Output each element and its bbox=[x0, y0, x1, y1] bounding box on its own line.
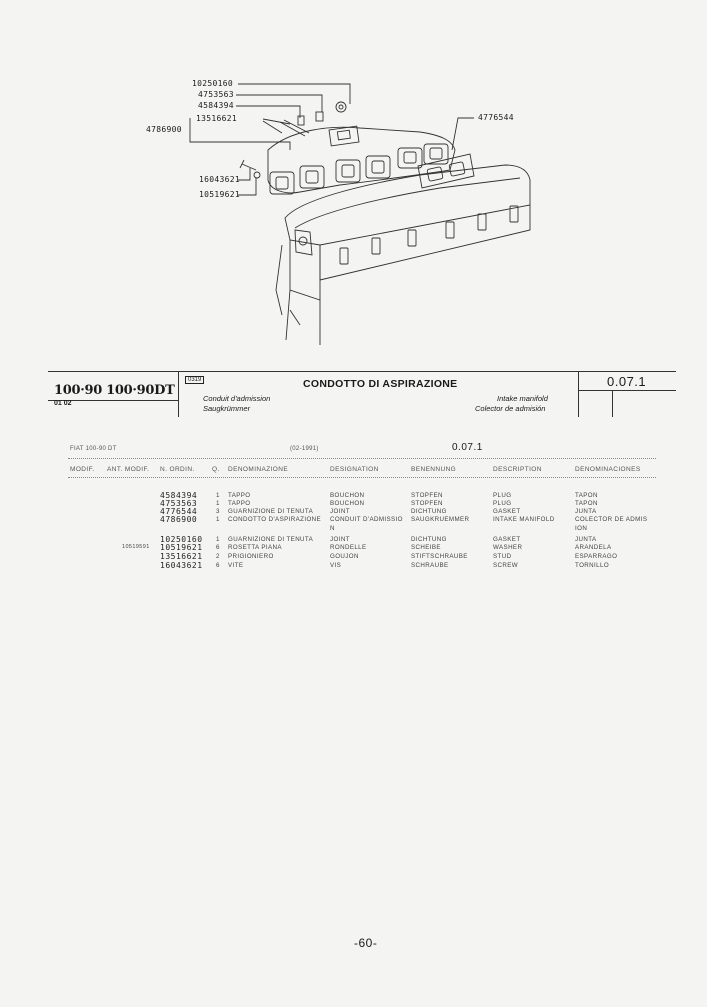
cell-designation: JOINT bbox=[330, 508, 350, 515]
head-bolts bbox=[340, 206, 518, 264]
table-rule-head bbox=[68, 477, 656, 478]
model-ref: FIAT 100-90 DT bbox=[70, 446, 117, 452]
cell-qty: 1 bbox=[216, 500, 220, 507]
engine-block bbox=[276, 245, 320, 345]
cell-denominazione: CONDOTTO D'ASPIRAZIONE bbox=[228, 516, 322, 523]
cell-qty: 6 bbox=[216, 544, 220, 551]
title-en: Intake manifold bbox=[497, 394, 548, 403]
cell-designation: GOUJON bbox=[330, 553, 359, 560]
cell-benennung: DICHTUNG bbox=[411, 536, 447, 543]
table-code: 0.07.1 bbox=[452, 442, 483, 453]
cell-description: GASKET bbox=[493, 536, 521, 543]
header-rule-code bbox=[578, 390, 676, 391]
cell-part-number: 4753563 bbox=[160, 499, 198, 508]
plug-4753563 bbox=[316, 112, 323, 121]
cell-designation: BOUCHON bbox=[330, 500, 365, 507]
model-sub: 01 02 bbox=[54, 400, 72, 407]
cell-description: PLUG bbox=[493, 492, 512, 499]
cell-denominazione: PRIGIONIERO bbox=[228, 553, 274, 560]
header-divider-code bbox=[612, 390, 613, 417]
cell-designation: VIS bbox=[330, 562, 342, 569]
cell-designation: RONDELLE bbox=[330, 544, 367, 551]
cell-benennung: DICHTUNG bbox=[411, 508, 447, 515]
cell-qty: 6 bbox=[216, 562, 220, 569]
cell-denominaciones: COLECTOR DE ADMIS bbox=[575, 516, 648, 523]
cell-description: INTAKE MANIFOLD bbox=[493, 516, 555, 523]
callout-4753563: 4753563 bbox=[198, 90, 234, 99]
cell-denominazione: ROSETTA PIANA bbox=[228, 544, 282, 551]
cell-benennung: STOPFEN bbox=[411, 500, 443, 507]
page-title: CONDOTTO DI ASPIRAZIONE bbox=[303, 378, 458, 390]
page-code: 0.07.1 bbox=[607, 374, 647, 389]
cell-denominaciones: TORNILLO bbox=[575, 562, 610, 569]
cell-description: PLUG bbox=[493, 500, 512, 507]
col-modif: MODIF. bbox=[70, 466, 95, 473]
leader-4753563 bbox=[236, 95, 322, 112]
stud-13516621 bbox=[280, 120, 309, 136]
cell-part-number: 13516621 bbox=[160, 552, 203, 561]
callout-10250160: 10250160 bbox=[192, 79, 233, 88]
cell-benennung: SCHRAUBE bbox=[411, 562, 449, 569]
cell-description: STUD bbox=[493, 553, 512, 560]
cell-ant-modif: 10519591 bbox=[122, 544, 150, 550]
col-benennung: BENENNUNG bbox=[411, 466, 457, 473]
intake-manifold-diagram bbox=[0, 0, 707, 360]
cell-qty: 2 bbox=[216, 553, 220, 560]
cell-benennung: SAUGKRUEMMER bbox=[411, 516, 470, 523]
cell-denominazione: TAPPO bbox=[228, 500, 251, 507]
cell-denominaciones: ESPARRAGO bbox=[575, 553, 618, 560]
header-rule-top bbox=[48, 371, 676, 372]
header-divider-left bbox=[178, 371, 179, 417]
callout-10519621: 10519621 bbox=[199, 190, 240, 199]
title-es: Colector de admisión bbox=[475, 404, 546, 413]
cylinder-head bbox=[285, 165, 530, 245]
cell-qty: 1 bbox=[216, 492, 220, 499]
cell-denominazione: GUARNIZIONE DI TENUTA bbox=[228, 536, 314, 543]
cell-part-number: 4584394 bbox=[160, 491, 198, 500]
cell-denominazione: TAPPO bbox=[228, 492, 251, 499]
washer-10519621 bbox=[254, 172, 260, 178]
leader-4776544 bbox=[452, 118, 474, 150]
plug-10250160 bbox=[336, 102, 346, 112]
cell-denominaciones: JUNTA bbox=[575, 536, 597, 543]
cell-benennung: STOPFEN bbox=[411, 492, 443, 499]
cell-qty: 1 bbox=[216, 516, 220, 523]
leader-4584394 bbox=[236, 106, 300, 118]
cell-part-number: 16043621 bbox=[160, 561, 203, 570]
cell-qty: 3 bbox=[216, 508, 220, 515]
cell-benennung: SCHEIBE bbox=[411, 544, 441, 551]
cell-description: GASKET bbox=[493, 508, 521, 515]
table-rule-top bbox=[68, 458, 656, 459]
section-box-code: 0319 bbox=[185, 376, 204, 384]
cell-denominaciones: TAPON bbox=[575, 492, 598, 499]
col-denominazione: DENOMINAZIONE bbox=[228, 466, 289, 473]
cell-denominaciones: TAPON bbox=[575, 500, 598, 507]
callout-4786900: 4786900 bbox=[146, 125, 182, 134]
cell-designation: CONDUIT D'ADMISSIO bbox=[330, 516, 403, 523]
cell-part-number: 4776544 bbox=[160, 507, 198, 516]
cell-denominaciones: JUNTA bbox=[575, 508, 597, 515]
col-description: DESCRIPTION bbox=[493, 466, 542, 473]
cell-designation: JOINT bbox=[330, 536, 350, 543]
cell-benennung: STIFTSCHRAUBE bbox=[411, 553, 468, 560]
cell-part-number: 10519621 bbox=[160, 543, 203, 552]
col-ant-modif: ANT. MODIF. bbox=[107, 466, 150, 473]
cell-designation: N bbox=[330, 525, 335, 532]
col-denominaciones: DENOMINACIONES bbox=[575, 466, 641, 473]
manifold-body bbox=[268, 127, 455, 193]
leader-10250160 bbox=[238, 84, 350, 104]
cell-denominazione: VITE bbox=[228, 562, 244, 569]
cell-qty: 1 bbox=[216, 536, 220, 543]
callout-4584394: 4584394 bbox=[198, 101, 234, 110]
leader-10519621 bbox=[238, 178, 256, 195]
plug-4584394 bbox=[298, 116, 304, 125]
cell-part-number: 4786900 bbox=[160, 515, 198, 524]
col-q: Q. bbox=[212, 466, 220, 473]
title-fr: Conduit d'admission bbox=[203, 394, 271, 403]
col-designation: DESIGNATION bbox=[330, 466, 379, 473]
cell-designation: BOUCHON bbox=[330, 492, 365, 499]
page-number: -60- bbox=[354, 936, 378, 950]
cell-denominaciones: ION bbox=[575, 525, 588, 532]
col-n-ordin: N. ORDIN. bbox=[160, 466, 195, 473]
callout-13516621: 13516621 bbox=[196, 114, 237, 123]
callout-16043621: 16043621 bbox=[199, 175, 240, 184]
title-de: Saugkrümmer bbox=[203, 404, 251, 413]
cell-part-number: 10250160 bbox=[160, 535, 203, 544]
cell-denominaciones: ARANDELA bbox=[575, 544, 612, 551]
cell-denominazione: GUARNIZIONE DI TENUTA bbox=[228, 508, 314, 515]
callout-4776544: 4776544 bbox=[478, 113, 514, 122]
cell-description: WASHER bbox=[493, 544, 523, 551]
cell-description: SCREW bbox=[493, 562, 519, 569]
date-ref: (02-1991) bbox=[290, 446, 319, 452]
header-divider-right bbox=[578, 371, 579, 417]
model-name: 100·90 100·90DT bbox=[54, 383, 175, 398]
screw-16043621 bbox=[240, 160, 256, 170]
